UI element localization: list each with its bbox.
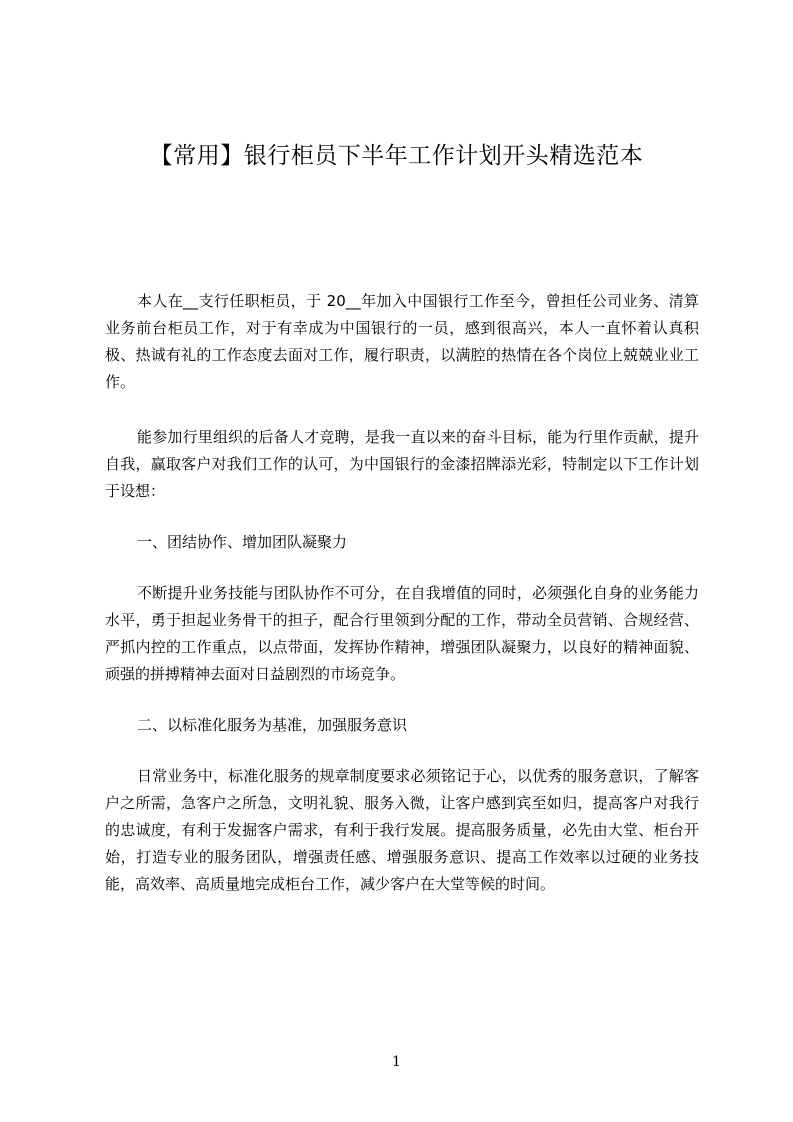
document-title: 【常用】银行柜员下半年工作计划开头精选范本 [149, 143, 644, 169]
paragraph-intro: 本人在__支行任职柜员，于 20__年加入中国银行工作至今，曾担任公司业务、清算业务前台柜员工作，对于有幸成为中国银行的一员，感到很高兴，本人一直怀着认真积极、热诚有礼的工作态度去面对工作，履行职责，以满腔的热情在各个岗位上兢兢业业工作。 [105, 292, 699, 391]
paragraph-goal: 能参加行里组织的后备人才竞聘，是我一直以来的奋斗目标，能为行里作贡献，提升自我，赢取客户对我们工作的认可，为中国银行的金漆招牌添光彩，特制定以下工作计划于设想： [105, 428, 699, 500]
document-body [105, 288, 699, 898]
paragraph-service: 日常业务中，标准化服务的规章制度要求必须铭记于心，以优秀的服务意识，了解客户之所需，急客户之所急，文明礼貌、服务入微，让客户感到宾至如归，提高客户对我行的忠诚度，有利于发掘客户需求，有利于我行发展。提高服务质量，必先由大堂、柜台开始，打造专业的服务团队，增强责任感、增强服务意识、提高工作效率以过硬的业务技能，高效率、高质量地完成柜台工作，减少客户在大堂等候的时间。 [105, 767, 699, 893]
paragraph-teamwork: 不断提升业务技能与团队协作不可分，在自我增值的同时，必须强化自身的业务能力水平，勇于担起业务骨干的担子，配合行里领到分配的工作，带动全员营销、合规经营、严抓内控的工作重点，以点带面，发挥协作精神，增强团队凝聚力，以良好的精神面貌、顽强的拼搏精神去面对日益剧烈的市场竞争。 [105, 584, 699, 683]
section-heading-2: 二、以标准化服务为基准，加强服务意识 [137, 716, 408, 734]
page-number: 1 [392, 1054, 401, 1070]
section-heading-1: 一、团结协作、增加团队凝聚力 [137, 533, 348, 551]
